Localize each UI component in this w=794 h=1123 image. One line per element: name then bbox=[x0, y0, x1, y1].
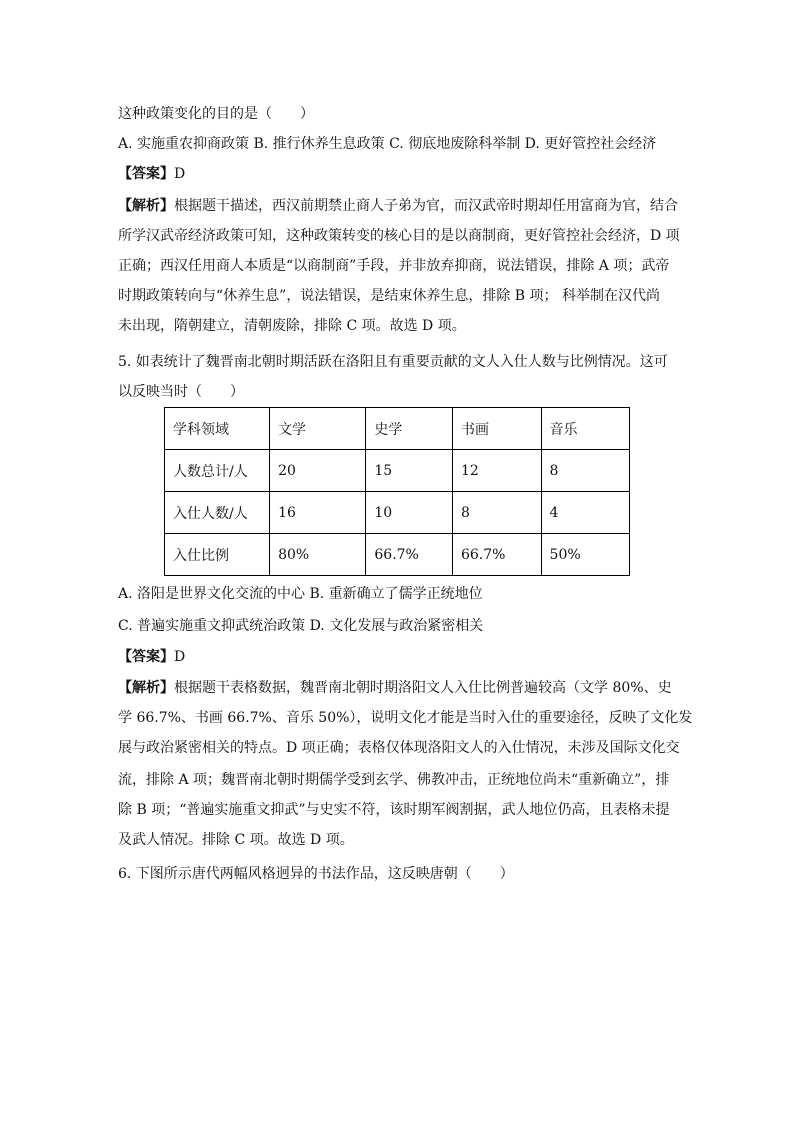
answer-value: D bbox=[174, 166, 186, 182]
table-cell: 50% bbox=[541, 534, 629, 576]
table-cell: 8 bbox=[452, 492, 541, 534]
table-cell: 入仕人数/人 bbox=[165, 492, 270, 534]
q5-stem-line: 以反映当时（ ） bbox=[118, 384, 244, 400]
table-cell: 20 bbox=[270, 450, 366, 492]
q4-analysis-line: 时期政策转向与“休养生息”，说法错误，是结束休养生息，排除 B 项； 科举制在汉代尚 bbox=[118, 288, 660, 304]
q4-analysis-line: 所学汉武帝经济政策可知，这种政策转变的核心目的是以商制商，更好管控社会经济，D 项 bbox=[118, 228, 680, 244]
analysis-label: 【解析】 bbox=[118, 198, 174, 214]
table-cell: 4 bbox=[541, 492, 629, 534]
table-cell: 16 bbox=[270, 492, 366, 534]
analysis-label: 【解析】 bbox=[118, 680, 174, 696]
table-cell: 学科领域 bbox=[165, 408, 270, 450]
q5-analysis-line: 流，排除 A 项；魏晋南北朝时期儒学受到玄学、佛教冲击，正统地位尚未“重新确立”，排 bbox=[118, 772, 670, 788]
q4-analysis-line: 正确；西汉任用商人本质是“以商制商”手段，并非放弃抑商，说法错误，排除 A 项；武帝 bbox=[118, 258, 670, 274]
table-cell: 15 bbox=[366, 450, 453, 492]
q5-analysis-line: 学 66.7%、书画 66.7%、音乐 50%），说明文化才能是当时入仕的重要途径，反映了文化发 bbox=[118, 710, 693, 726]
table-row bbox=[165, 450, 630, 492]
q5-data-table bbox=[164, 407, 630, 576]
q5-analysis-line: 及武人情况。排除 C 项。故选 D 项。 bbox=[118, 832, 354, 848]
q5-analysis-line: 除 B 项；“普遍实施重文抑武”与史实不符，该时期军阀割据，武人地位仍高，且表格未提 bbox=[118, 802, 670, 818]
table-cell: 12 bbox=[452, 450, 541, 492]
table-cell: 66.7% bbox=[452, 534, 541, 576]
q5-analysis-line: 展与政治紧密相关的特点。D 项正确；表格仅体现洛阳文人的入仕情况，未涉及国际文化交 bbox=[118, 740, 680, 756]
q5-analysis-line: 【解析】根据题干表格数据，魏晋南北朝时期洛阳文人入仕比例普遍较高（文学 80%、史 bbox=[118, 680, 672, 696]
q4-answer bbox=[118, 164, 678, 184]
answer-label: 【答案】 bbox=[118, 166, 174, 182]
q5-answer bbox=[118, 647, 678, 667]
table-cell: 10 bbox=[366, 492, 453, 534]
table-cell: 文学 bbox=[270, 408, 366, 450]
q4-analysis-line: 未出现，隋朝建立，清朝废除，排除 C 项。故选 D 项。 bbox=[118, 318, 466, 334]
q4-analysis-line: 【解析】根据题干描述，西汉前期禁止商人子弟为官，而汉武帝时期却任用富商为官，结合 bbox=[118, 198, 678, 214]
table-row bbox=[165, 534, 630, 576]
table-row bbox=[165, 408, 630, 450]
table-cell: 66.7% bbox=[366, 534, 453, 576]
answer-value: D bbox=[174, 649, 186, 665]
table-cell: 史学 bbox=[366, 408, 453, 450]
q5-options-line: A. 洛阳是世界文化交流的中心 B. 重新确立了儒学正统地位 bbox=[118, 586, 483, 602]
q6-stem: 6. 下图所示唐代两幅风格迥异的书法作品，这反映唐朝（ ） bbox=[118, 866, 514, 882]
q4-options: A. 实施重农抑商政策 B. 推行休养生息政策 C. 彻底地废除科举制 D. 更好管控社会经济 bbox=[118, 136, 657, 152]
answer-label: 【答案】 bbox=[118, 649, 174, 665]
table-cell: 入仕比例 bbox=[165, 534, 270, 576]
table-cell: 8 bbox=[541, 450, 629, 492]
q5-stem-line: 5. 如表统计了魏晋南北朝时期活跃在洛阳且有重要贡献的文人入仕人数与比例情况。这可 bbox=[118, 354, 668, 370]
table-row bbox=[165, 492, 630, 534]
table-cell: 80% bbox=[270, 534, 366, 576]
table-cell: 人数总计/人 bbox=[165, 450, 270, 492]
table-cell: 音乐 bbox=[541, 408, 629, 450]
q4-stem-end: 这种政策变化的目的是（ ） bbox=[118, 106, 314, 122]
q5-options-line: C. 普遍实施重文抑武统治政策 D. 文化发展与政治紧密相关 bbox=[118, 618, 484, 634]
table-cell: 书画 bbox=[452, 408, 541, 450]
